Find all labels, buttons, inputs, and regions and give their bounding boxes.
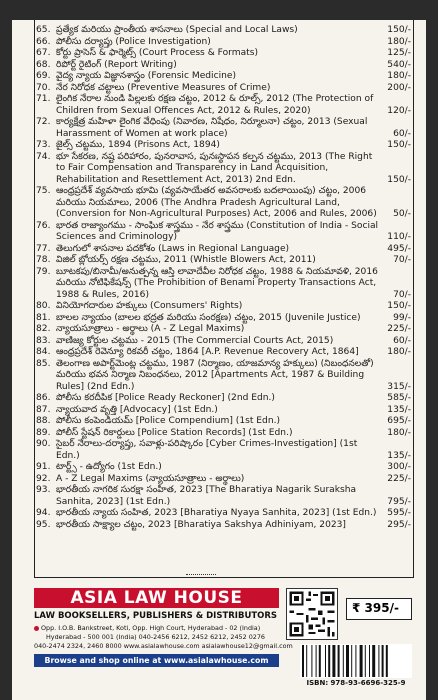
barcode-icon bbox=[300, 644, 412, 678]
book-price: 50/- bbox=[393, 209, 411, 219]
book-price: 180/- bbox=[387, 427, 411, 438]
book-title: లైంగిక నేరాల నుండి పిల్లలకు రక్షణ చట్టం, 2012 & రూల్స్, 2012 (The Protection of Children from Sexual Offences Act, 2012 & Rules, 2020) bbox=[56, 94, 374, 116]
book-price: 540/- bbox=[387, 59, 411, 70]
book-title: ఆంధ్రప్రదేశ్ రెవెన్యూ రికవరీ చట్టం, 1864 [A.P. Revenue Recovery Act, 1864] bbox=[56, 347, 359, 357]
book-price: 180/- bbox=[387, 347, 411, 357]
book-price: 110/- bbox=[387, 232, 411, 242]
book-title: భారతీయ నాగరిక సురక్షా సంహిత, 2023 [The Bharatiya Nagarik Suraksha Sanhita, 2023] (1st Edn.) bbox=[56, 485, 357, 507]
book-title: వినియోగదారుల హక్కులు (Consumers' Rights) bbox=[56, 301, 243, 311]
publisher-footer bbox=[34, 584, 414, 696]
book-number: 93. bbox=[36, 485, 51, 495]
book-number: 92. bbox=[36, 473, 51, 484]
book-title: బాలల న్యాయం (బాలల భద్రత మరియు సంరక్షణ) చట్టం, 2015 (Juvenile Justice) bbox=[56, 312, 361, 323]
book-price: 99/- bbox=[393, 312, 411, 323]
book-list-item bbox=[35, 313, 413, 325]
book-title: భారత రాజ్యాంగము - సాంఘిక శాస్త్రము - నేర శాస్త్రము (Constitution of India - Social Sciences and Criminology) bbox=[56, 220, 379, 242]
book-list-item bbox=[35, 393, 413, 405]
book-number: 65. bbox=[36, 25, 51, 35]
book-number: 76. bbox=[36, 220, 51, 231]
book-list-item bbox=[35, 359, 413, 394]
book-list-item bbox=[35, 255, 413, 267]
book-title: రిపోర్ట్ రైటింగ్ (Report Writing) bbox=[56, 59, 177, 70]
list-divider bbox=[186, 574, 216, 575]
book-number: 86. bbox=[36, 393, 51, 403]
book-list-item bbox=[35, 186, 413, 221]
book-list-item bbox=[35, 71, 413, 83]
book-price: 135/- bbox=[387, 404, 411, 415]
book-list-item bbox=[35, 474, 413, 486]
book-title: పోలీసు కంపెండియమ్ [Police Compendium] (1st Edn.) bbox=[56, 416, 281, 426]
book-list-item bbox=[35, 25, 413, 37]
book-number: 75. bbox=[36, 186, 51, 196]
book-number: 66. bbox=[36, 36, 51, 47]
book-title: A - Z Legal Maxims (న్యాయసూత్రాలు - అర్థాలు) bbox=[56, 473, 245, 484]
book-price: 300/- bbox=[387, 462, 411, 472]
address-line-1: Opp. I.O.B. Bankstreet, Koti, Opp. High Court, Hyderabad - 02 (India) bbox=[34, 624, 260, 632]
book-title: ప్రత్యేక మరియు ప్రాంతీయ శాసనాలు (Special and Local Laws) bbox=[56, 25, 298, 35]
book-list bbox=[34, 20, 414, 578]
book-price: 695/- bbox=[387, 416, 411, 426]
book-number: 69. bbox=[36, 71, 51, 81]
address-line-3: 040-2474 2324, 2460 8000 www.asialawhouse.com asialawhouse12@gmail.com bbox=[34, 642, 293, 650]
book-number: 71. bbox=[36, 94, 51, 104]
book-price: 60/- bbox=[393, 128, 411, 139]
book-number: 78. bbox=[36, 255, 51, 265]
book-price: 125/- bbox=[387, 48, 411, 58]
book-title: కార్యక్షేత్ర మహిళా లైంగిక వేధింపు (నివారణ, నిషేధం, నిర్మూలనా) చట్టం, 2013 (Sexual Harassment of Women at work place) bbox=[56, 117, 368, 139]
book-price: 585/- bbox=[387, 393, 411, 403]
book-number: 68. bbox=[36, 59, 51, 70]
location-icon bbox=[34, 626, 39, 631]
book-title: బూటకపు/బినామీ/అనుత్పన్న ఆస్తి లావాదేవీల నిరోధక చట్టం, 1988 & నియమావళి, 2016 మరియు నోటిఫికేషన్స్ (The Prohibition of Benami Property Transactions Act, 1988 & Rules, 2016) bbox=[56, 266, 378, 300]
book-price: 150/- bbox=[387, 140, 411, 150]
book-list-item bbox=[35, 324, 413, 336]
book-title: భారతీయ సాక్ష్యాల చట్టం, 2023 [Bharatiya Sakshya Adhiniyam, 2023] bbox=[56, 519, 346, 530]
book-price: 595/- bbox=[387, 508, 411, 518]
book-number: 81. bbox=[36, 312, 51, 323]
book-title: పోలీసు దర్యాప్తు (Police Investigation) bbox=[56, 36, 211, 47]
book-title: వాణిజ్య కోర్టుల చట్టము - 2015 (The Commercial Courts Act, 2015) bbox=[56, 335, 334, 346]
book-price: 180/- bbox=[387, 36, 411, 47]
book-price: 150/- bbox=[387, 25, 411, 35]
book-number: 88. bbox=[36, 416, 51, 426]
book-title: పోలీసు కరదీపిక [Police Ready Reckoner] (2nd Edn.) bbox=[56, 393, 275, 403]
book-number: 73. bbox=[36, 140, 51, 150]
book-number: 80. bbox=[36, 301, 51, 311]
book-title: తెలంగాణ అపార్ట్‌మెంట్ల చట్టము, 1987 (నిర్మాణం, యాజమాన్య హక్కులు) (నిబంధనలతో) మరియు భవన నిర్మాణ నిబంధనలు, 2012 [Apartments Act, 1987 & Building Rules] (2nd Edn.) bbox=[56, 358, 374, 392]
book-title: జైల్స్ చట్టము, 1894 (Prisons Act, 1894) bbox=[56, 140, 220, 150]
book-title: భారతీయ న్యాయ సంహిత, 2023 [Bharatiya Nyaya Sanhita, 2023] (1st Edn.) bbox=[56, 508, 377, 518]
book-number: 95. bbox=[36, 519, 51, 530]
book-list-item bbox=[35, 301, 413, 313]
book-list-item bbox=[35, 221, 413, 244]
book-list-item bbox=[35, 60, 413, 72]
book-number: 94. bbox=[36, 508, 51, 518]
book-number: 70. bbox=[36, 82, 51, 93]
qr-code-icon bbox=[286, 588, 338, 640]
book-price: 60/- bbox=[393, 335, 411, 346]
book-number: 72. bbox=[36, 117, 51, 127]
book-title: ఆంధ్రప్రదేశ్ వ్యవసాయ భూమి (వ్యవసాయేతర అవసరాలకు బదలాయింపు) చట్టం, 2006 మరియు నియమాలు, 2006 (The Andhra Pradesh Agricultural Land, (Conversion for Non-Agricultural Purposes) Act, 2006 and Rules, 2006) bbox=[56, 186, 377, 219]
book-price: 150/- bbox=[387, 174, 411, 185]
book-list-item bbox=[35, 347, 413, 359]
book-price: 315/- bbox=[387, 381, 411, 392]
book-list-item bbox=[35, 244, 413, 256]
back-cover bbox=[12, 20, 426, 700]
book-list-item bbox=[35, 462, 413, 474]
book-list-item bbox=[35, 37, 413, 49]
isbn-number: ISBN: 978-93-6696-325-9 bbox=[306, 679, 406, 687]
book-list-item bbox=[35, 405, 413, 417]
book-price: 225/- bbox=[387, 324, 411, 334]
book-list-item bbox=[35, 508, 413, 520]
book-title: న్యాయవాద వృత్తి [Advocacy] (1st Edn.) bbox=[56, 404, 218, 415]
book-price: 180/- bbox=[387, 71, 411, 81]
book-title: టార్ట్స్ - ఉద్యోగం (1st Edn.) bbox=[56, 462, 162, 472]
book-list-item bbox=[35, 48, 413, 60]
book-price: 120/- bbox=[387, 105, 411, 116]
address-line-2: Hyderabad - 500 001 (India) 040-2456 6212, 2452 6212, 2452 0276 bbox=[46, 633, 265, 641]
book-title: విజిల్ బ్లోయర్స్ రక్షణ చట్టము, 2011 (Whistle Blowers Act, 2011) bbox=[56, 255, 316, 265]
price-tag: ₹ 395/- bbox=[346, 598, 412, 620]
book-list-item bbox=[35, 416, 413, 428]
book-number: 84. bbox=[36, 347, 51, 357]
book-number: 91. bbox=[36, 462, 51, 472]
book-price: 200/- bbox=[387, 82, 411, 93]
publisher-tagline: LAW BOOKSELLERS, PUBLISHERS & DISTRIBUTORS bbox=[34, 611, 278, 621]
book-list-item bbox=[35, 428, 413, 440]
book-title: సైబర్ నేరాలు-దర్యాప్తు, సవాళ్లు-పరిష్కారం [Cyber Crimes-Investigation] (1st Edn.) bbox=[56, 439, 358, 461]
book-number: 77. bbox=[36, 243, 51, 254]
book-list-item bbox=[35, 439, 413, 462]
book-number: 74. bbox=[36, 151, 51, 162]
book-title: భూ సేకరణ, నష్ట పరిహారం, పునరావాస, పునఃస్థాపన కల్పన చట్టము, 2013 (The Right to Fair Compensation and Transparency in Land Acquisition, Rehabilitation and Resettlement Act, 2013) 2nd Edn. bbox=[56, 151, 373, 185]
book-list-item bbox=[35, 520, 413, 532]
book-price: 225/- bbox=[387, 473, 411, 484]
book-price: 150/- bbox=[387, 301, 411, 311]
book-list-item bbox=[35, 117, 413, 140]
book-price: 135/- bbox=[387, 450, 411, 461]
book-number: 90. bbox=[36, 439, 51, 449]
book-price: 795/- bbox=[387, 496, 411, 507]
book-list-item bbox=[35, 485, 413, 508]
browse-online-banner[interactable]: Browse and shop online at www.asialawhouse.com bbox=[34, 654, 279, 667]
book-title: తెలుగులో శాసనాల పదకోశం (Laws in Regional Language) bbox=[56, 243, 290, 254]
book-number: 67. bbox=[36, 48, 51, 58]
book-number: 85. bbox=[36, 358, 51, 369]
book-number: 83. bbox=[36, 335, 51, 346]
book-list-item bbox=[35, 94, 413, 117]
book-number: 87. bbox=[36, 404, 51, 415]
book-price: 495/- bbox=[387, 243, 411, 254]
book-list-item bbox=[35, 83, 413, 95]
book-title: కోర్టు ప్రాసెస్ & ఫార్మెట్స్ (Court Process & Formats) bbox=[56, 48, 259, 58]
book-title: నేర నిరోధక చట్టాలు (Preventive Measures of Crime) bbox=[56, 82, 271, 93]
book-price: 295/- bbox=[387, 519, 411, 530]
book-list-item bbox=[35, 140, 413, 152]
publisher-name: ASIA LAW HOUSE bbox=[34, 588, 279, 608]
book-price: 70/- bbox=[393, 255, 411, 265]
book-number: 89. bbox=[36, 427, 51, 438]
book-list-item bbox=[35, 267, 413, 302]
book-title: వైద్య న్యాయ విజ్ఞానశాస్త్రం (Forensic Medicine) bbox=[56, 71, 237, 81]
book-number: 82. bbox=[36, 324, 51, 334]
book-number: 79. bbox=[36, 266, 51, 277]
book-price: 70/- bbox=[393, 289, 411, 300]
book-title: న్యాయసూత్రాలు - అర్థాలు (A - Z Legal Maxims) bbox=[56, 324, 245, 334]
book-list-item bbox=[35, 336, 413, 348]
book-list-item bbox=[35, 152, 413, 187]
book-title: పోలీస్ స్టేషన్ రికార్డులు [Police Station Records] (1st Edn.) bbox=[56, 427, 293, 438]
